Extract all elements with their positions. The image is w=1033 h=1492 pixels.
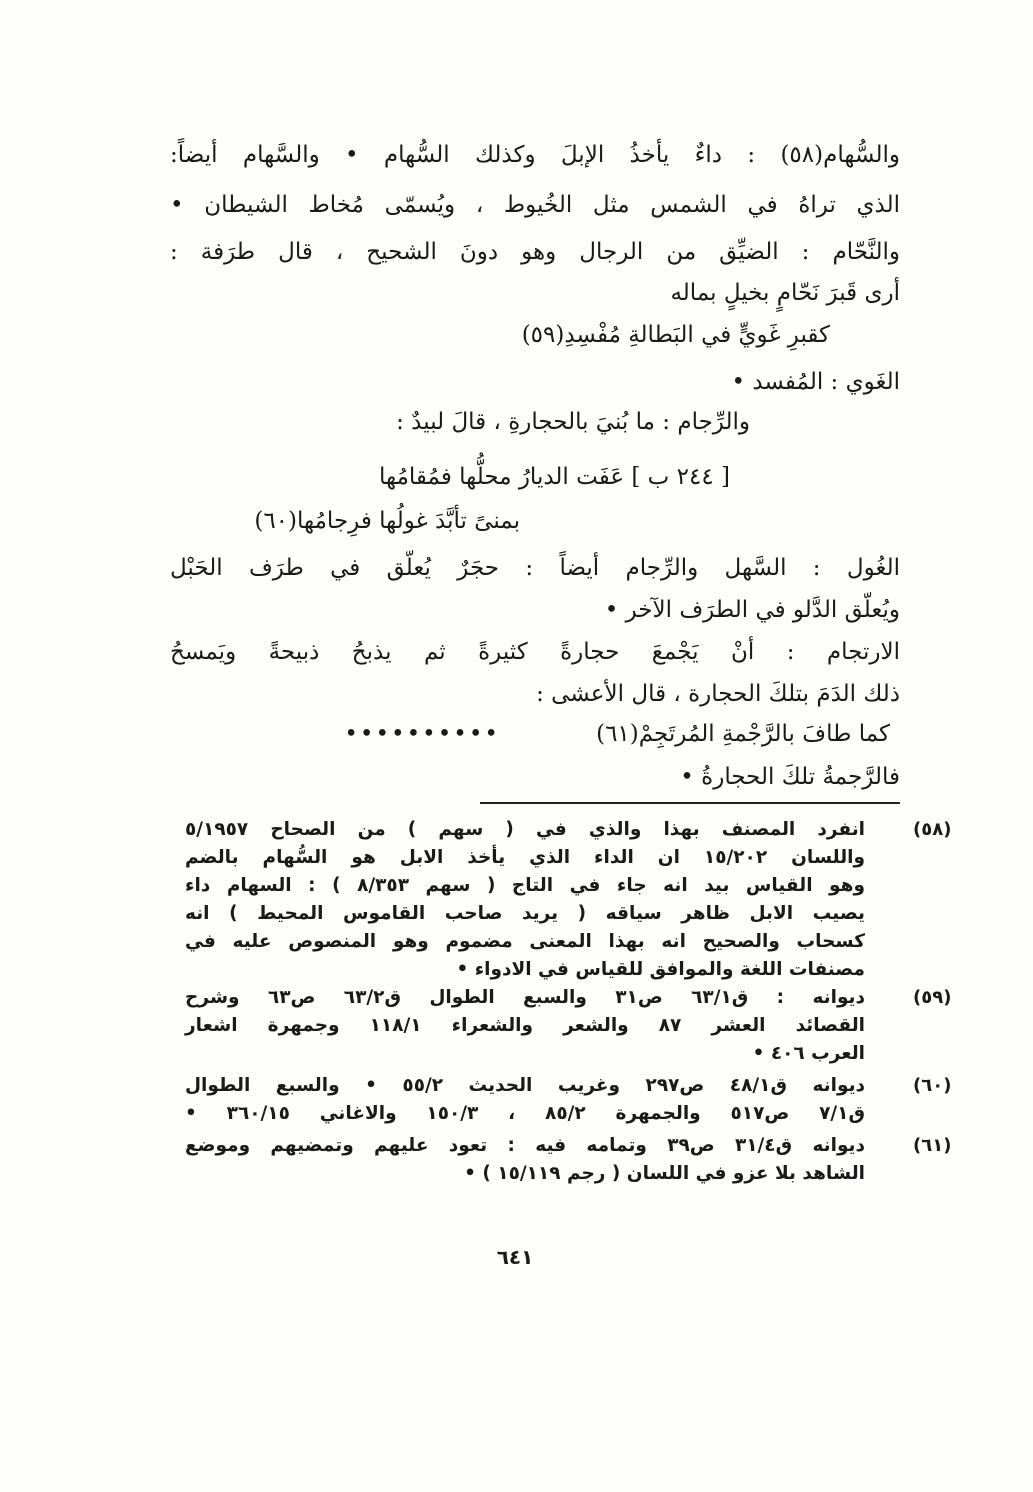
text-line: فالرَّجمةُ تلكَ الحجارةُ • bbox=[680, 764, 900, 790]
footnote-number: (٥٩) bbox=[913, 987, 952, 1008]
verse-hemistich: كقبرِ غَويٍّ في البَطالةِ مُفْسِدِ(٥٩) bbox=[521, 322, 830, 348]
footnote-line: ديوانه : ق٦٣/١ ص٣١ والسبع الطوال ق٦٣/٢ ص٦٣ وشرح bbox=[185, 987, 866, 1008]
footnote-number: (٦١) bbox=[913, 1135, 952, 1156]
text-line: والنَّحّام : الضيِّق من الرجال وهو دونَ الشحيح ، قال طرَفة : bbox=[170, 239, 900, 265]
footnote-line: وهو القياس بيد انه جاء في التاج ( سهم ٨/٣٥٣ ) : السهام داء bbox=[185, 875, 865, 896]
footnote-number: (٦٠) bbox=[913, 1075, 952, 1096]
text-line: والرِّجام : ما بُنيَ بالحجارةِ ، قالَ لبيدٌ : bbox=[396, 409, 750, 435]
text-line: ذلك الدَمَ بتلكَ الحجارة ، قال الأعشى : bbox=[536, 681, 900, 707]
text-line: ويُعلّق الدَّلو في الطرَف الآخر • bbox=[604, 597, 900, 623]
footnote-line: يصيب الابل ظاهر سياقه ( يريد صاحب القاموس المحيط ) انه bbox=[185, 903, 865, 924]
footnote-line: القصائد العشر ٨٧ والشعر والشعراء ١١٨/١ وجمهرة اشعار bbox=[185, 1015, 865, 1036]
footnote-line: العرب ٤٠٦ • bbox=[752, 1043, 865, 1064]
footnote-line: ديوانه ق٣١/٤ ص٣٩ وتمامه فيه : تعود عليهم وتمضيهم وموضع bbox=[185, 1135, 865, 1156]
verse-hemistich: أرى قَبرَ نَحّامٍ بخيلٍ بماله bbox=[670, 280, 900, 306]
verse-hemistich: بمنىً تأبَّدَ غولُها فرِجامُها(٦٠) bbox=[254, 508, 520, 534]
footnote-line: ق٧/١ ص٥١٧ والجمهرة ٨٥/٢ ، ١٥٠/٣ والاغاني ٣٦٠/١٥ • bbox=[185, 1103, 865, 1124]
footnote-line: ديوانه ق٤٨/١ ص٢٩٧ وغريب الحديث ٥٥/٢ • والسبع الطوال bbox=[185, 1075, 866, 1096]
footnote-number: (٥٨) bbox=[913, 819, 952, 840]
text-line: الذي تراهُ في الشمس مثل الخُيوط ، ويُسمّى مُخاط الشيطان • bbox=[170, 192, 900, 218]
verse-hemistich: كما طافَ بالرَّجْمةِ المُرتَجِمْ(٦١) bbox=[596, 721, 890, 747]
text-line: الارتجام : أنْ يَجْمعَ حجارةً كثيرةً ثم يذبحُ ذبيحةً ويَمسحُ bbox=[170, 639, 900, 665]
footnote-line: الشاهد بلا عزو في اللسان ( رجم ١٥/١١٩ ) • bbox=[464, 1163, 865, 1184]
verse-omission-dots: •••••••••• bbox=[344, 721, 500, 747]
page-number: ٦٤١ bbox=[496, 1245, 534, 1269]
text-line: الغَوي : المُفسد • bbox=[731, 369, 900, 395]
footnote-line: انفرد المصنف بهذا والذي في ( سهم ) من الصحاح ٥/١٩٥٧ bbox=[185, 819, 865, 840]
text-line: والسُّهام(٥٨) : داءٌ يأخذُ الإبلَ وكذلك السُّهام • والسَّهام أيضاً: bbox=[170, 142, 900, 168]
footnote-line: واللسان ١٥/٢٠٢ ان الداء الذي يأخذ الابل هو السُّهام بالضم bbox=[185, 847, 865, 868]
footnote-divider bbox=[480, 802, 900, 804]
text-line: الغُول : السَّهل والرِّجام أيضاً : حجَرٌ يُعلّق في طرَف الحَبْل bbox=[170, 555, 900, 581]
verse-hemistich: [ ٢٤٤ ب ] عَفَت الديارُ محلُّها فمُقامُها bbox=[378, 464, 730, 490]
footnote-line: كسحاب والصحيح انه بهذا المعنى مضموم وهو المنصوص عليه في bbox=[185, 931, 865, 952]
footnote-line: مصنفات اللغة والموافق للقياس في الادواء • bbox=[456, 959, 865, 980]
